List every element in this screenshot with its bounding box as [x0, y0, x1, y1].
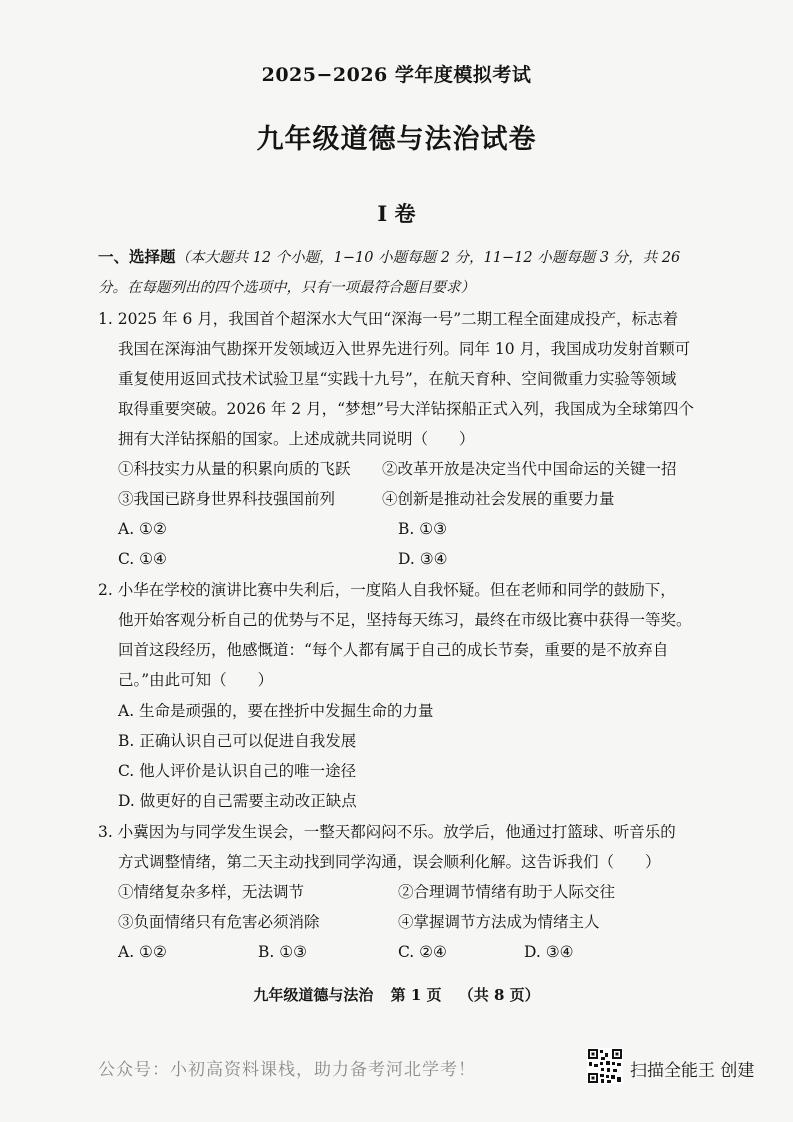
scanner-brand-label: 扫描全能王 创建: [630, 1061, 755, 1081]
q3-option-d: D. ③④: [524, 943, 574, 961]
q1-option-d: D. ③④: [398, 550, 448, 568]
watermark-text: 公众号：小初高资料课栈，助力备考河北学考！: [98, 1060, 476, 1080]
section-instructions-2: 分。在每题列出的四个选项中，只有一项最符合题目要求）: [98, 280, 475, 296]
footer-page-number: 第 1 页: [390, 986, 442, 1004]
q2-option-c: C. 他人评价是认识自己的唯一途径: [118, 762, 357, 780]
question-3-line: 3. 小冀因为与同学发生误会，一整天都闷闷不乐。放学后，他通过打篮球、听音乐的: [98, 823, 676, 841]
question-1-line: 重复使用返回式技术试验卫星“实践十九号”，在航天育种、空间微重力实验等领域: [118, 370, 677, 388]
q3-statement: ①情绪复杂多样，无法调节: [118, 883, 305, 901]
q1-statement: ③我国已跻身世界科技强国前列: [118, 490, 336, 508]
question-1-line: 取得重要突破。2026 年 2 月，“梦想”号大洋钻探船正式入列，我国成为全球第四个: [118, 400, 694, 418]
question-2-line: 2. 小华在学校的演讲比赛中失利后，一度陷人自我怀疑。但在老师和同学的鼓励下，: [98, 581, 676, 599]
paper-title: 九年级道德与法治试卷: [256, 124, 537, 155]
exam-title: 2025−2026 学年度模拟考试: [261, 64, 532, 86]
q3-statement: ③负面情绪只有危害必须消除: [118, 913, 320, 931]
qr-code-icon: [587, 1048, 623, 1084]
q1-statement: ①科技实力从量的积累向质的飞跃: [118, 460, 351, 478]
q1-statement: ④创新是推动社会发展的重要力量: [382, 490, 615, 508]
q3-statement: ④掌握调节方法成为情绪主人: [398, 913, 600, 931]
q2-option-b: B. 正确认识自己可以促进自我发展: [118, 732, 357, 750]
q3-statement: ②合理调节情绪有助于人际交往: [398, 883, 616, 901]
footer-subject: 九年级道德与法治: [253, 986, 374, 1004]
question-2-line: 回首这段经历，他感慨道：“每个人都有属于自己的成长节奏，重要的是不放弃自: [118, 641, 669, 659]
q1-option-c: C. ①④: [118, 550, 167, 568]
section-instructions-1: （本大题共 12 个小题，1−10 小题每题 2 分，11−12 小题每题 3 分，共 26: [175, 250, 681, 266]
section-title: 一、选择题: [98, 247, 176, 266]
question-2-line: 己。”由此可知（ ）: [118, 671, 274, 689]
question-1-line: 拥有大洋钻探船的国家。上述成就共同说明（ ）: [118, 430, 475, 448]
question-1-line: 1. 2025 年 6 月，我国首个超深水大气田“深海一号”二期工程全面建成投产，标志着: [98, 310, 679, 328]
page-footer: [0, 984, 793, 1005]
question-3-line: 方式调整情绪，第二天主动找到同学沟通，误会顺利化解。这告诉我们（ ）: [118, 853, 661, 871]
q3-option-b: B. ①③: [258, 943, 308, 961]
question-2-line: 他开始客观分析自己的优势与不足，坚持每天练习，最终在市级比赛中获得一等奖。: [118, 611, 692, 629]
q3-option-a: A. ①②: [118, 943, 167, 961]
q1-option-b: B. ①③: [398, 520, 448, 538]
q1-option-a: A. ①②: [118, 520, 167, 538]
footer-total-pages: （共 8 页）: [458, 986, 540, 1004]
q2-option-d: D. 做更好的自己需要主动改正缺点: [118, 792, 357, 810]
section-header: [98, 247, 680, 268]
q2-option-a: A. 生命是顽强的，要在挫折中发掘生命的力量: [118, 702, 434, 720]
q1-statement: ②改革开放是决定当代中国命运的关键一招: [382, 460, 677, 478]
q3-option-c: C. ②④: [398, 943, 447, 961]
volume-label: I 卷: [377, 201, 416, 226]
question-1-line: 我国在深海油气勘探开发领域迈入世界先进行列。同年 10 月，我国成功发射首颗可: [118, 340, 691, 358]
